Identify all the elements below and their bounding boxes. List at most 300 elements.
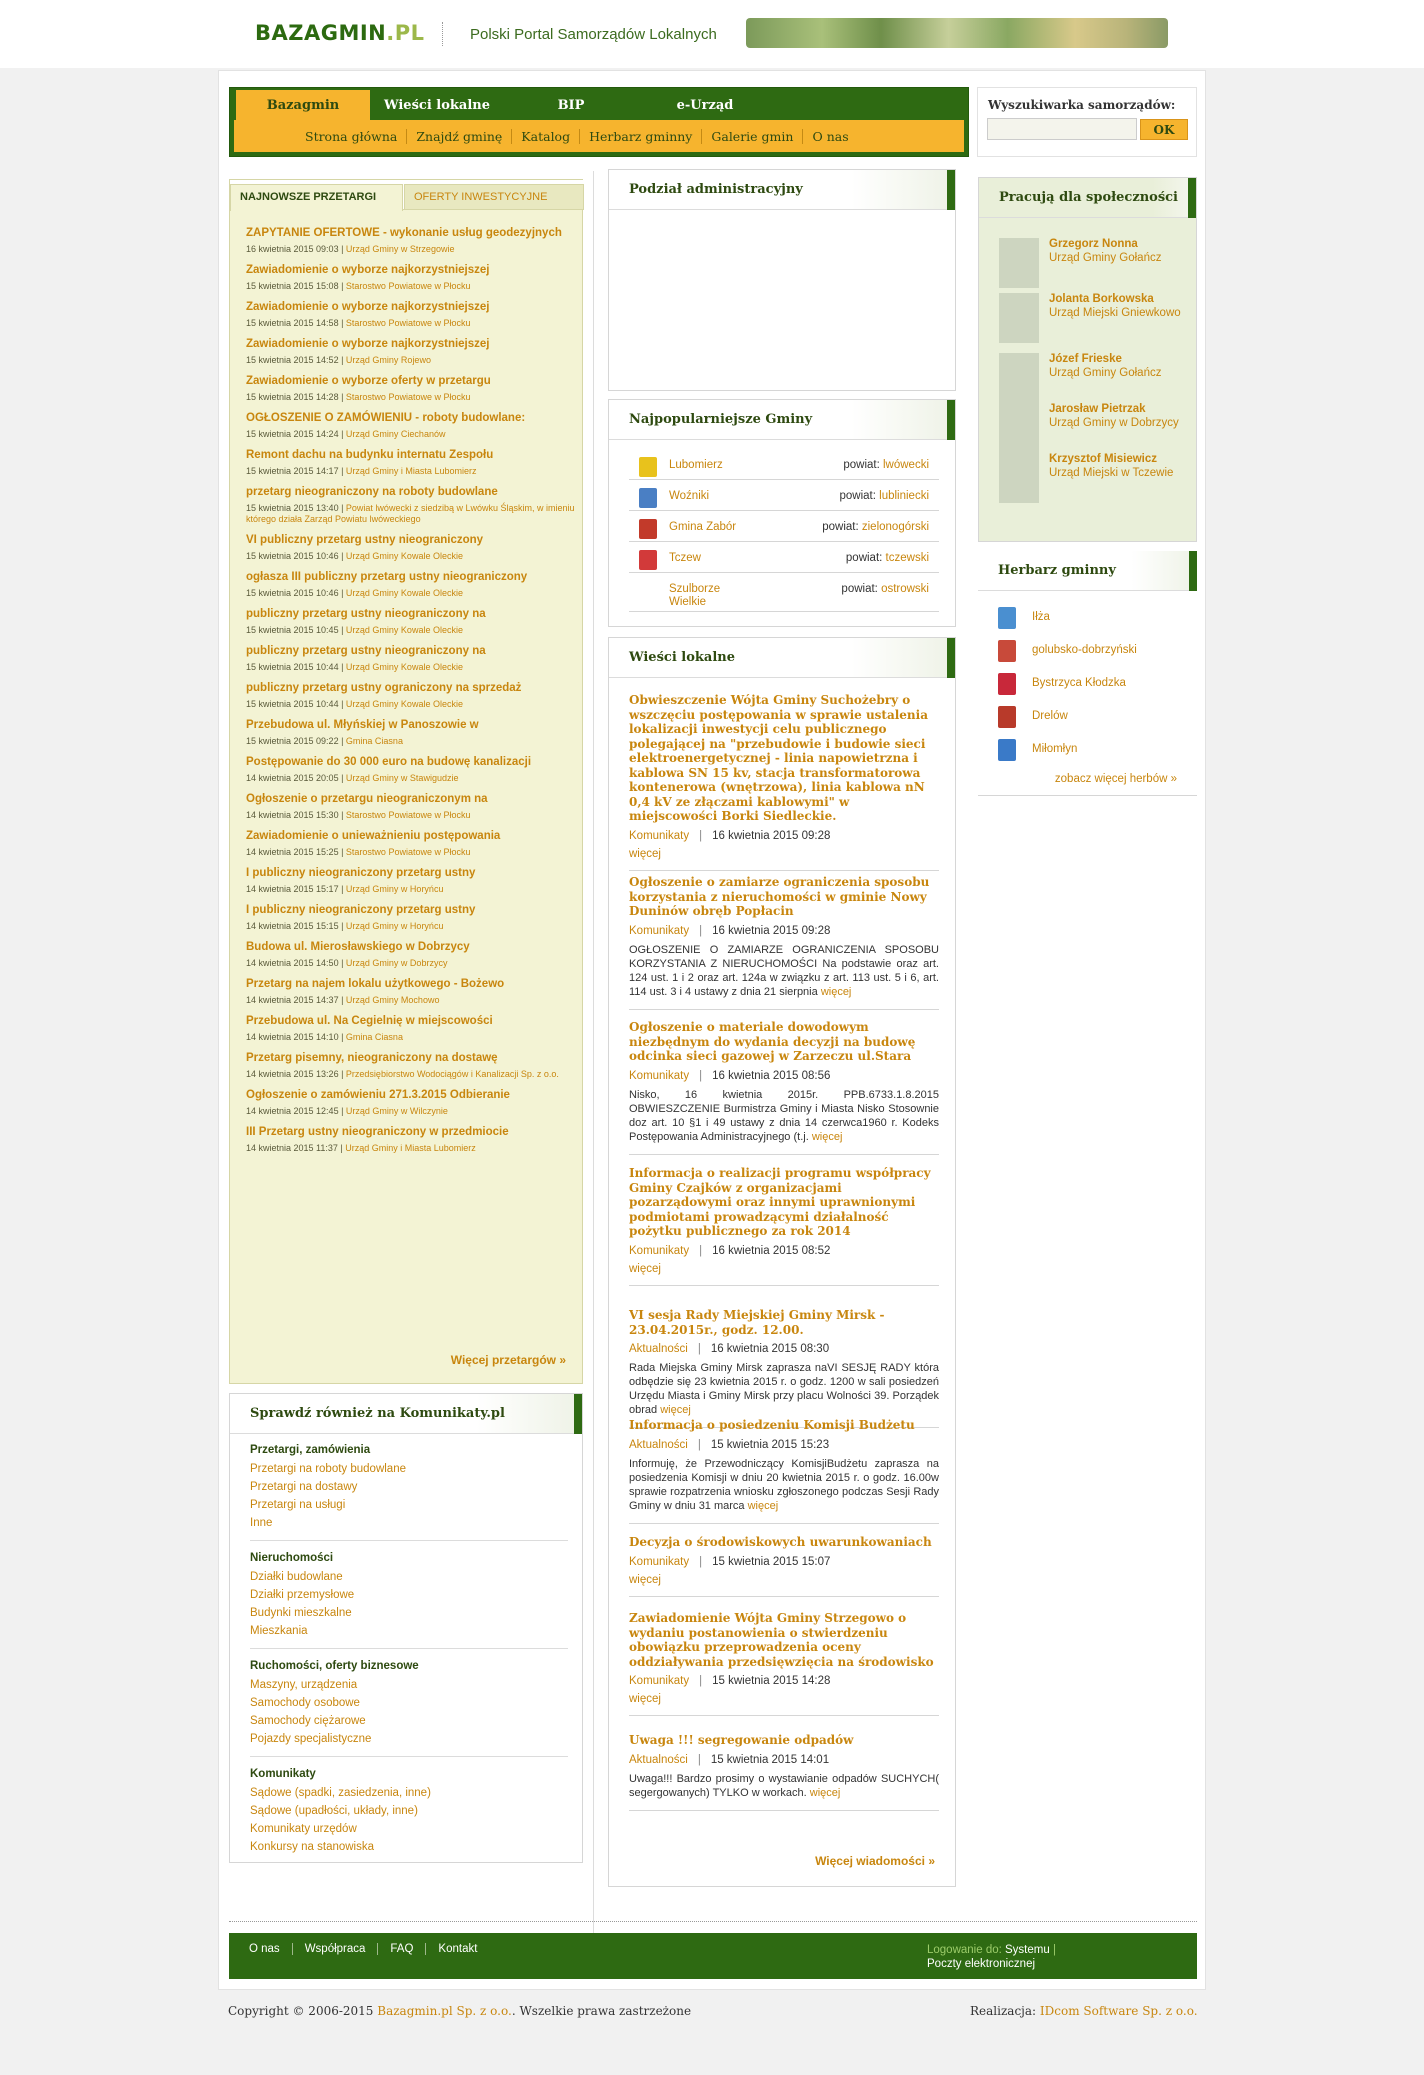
tab-najnowsze-przetargi[interactable]: NAJNOWSZE PRZETARGI [230, 184, 403, 211]
tender-organization[interactable]: Urząd Gminy i Miasta Lubomierz [345, 466, 477, 476]
news-title-link[interactable]: Informacja o realizacji programu współpracy Gminy Czajków z organizacjami pozarządowymi oraz innymi uprawnionymi podmiotami prowadzącymi działalność pożytku publicznego za rok 2014 [629, 1166, 931, 1238]
local-news-box [608, 637, 956, 1887]
tender-item [246, 866, 576, 895]
more-tenders-link[interactable]: Więcej przetargów » [450, 1353, 566, 1367]
tender-organization[interactable]: Gmina Ciasna [345, 1032, 403, 1042]
county-link[interactable]: ostrowski [881, 583, 929, 595]
official-organization: Urząd Miejski Gniewkowo [1049, 307, 1181, 319]
municipality-row [629, 481, 939, 511]
footer-divider [229, 1921, 1197, 1922]
popular-municipalities-box [608, 399, 956, 627]
section-link[interactable]: Sądowe (upadłości, układy, inne) [250, 1805, 418, 1817]
tender-meta: 16 kwietnia 2015 09:03 | Urząd Gminy w Strzegowie [246, 244, 455, 254]
news-meta [629, 924, 939, 938]
news-excerpt-text: Informuję, że Przewodniczący KomisjiBudżetu zaprasza na posiedzenia Komisji w dniu 20 kwietnia 2015 r. o godz. 16.00w sprawie rozpatrzenia wniosku zgłoszonego podczas Sesji Rady Gminy w dniu 31 marca [629, 1457, 939, 1512]
county-label [846, 552, 929, 564]
officials-heading: Pracują dla społeczności [979, 178, 1196, 218]
tender-item [246, 977, 576, 1006]
meta-separator: | [699, 924, 703, 937]
coat-of-arms-link[interactable]: Bystrzyca Kłodzka [1032, 677, 1126, 689]
section-divider [250, 1756, 568, 1757]
news-date: 16 kwietnia 2015 08:52 [712, 1244, 831, 1257]
news-category[interactable]: Komunikaty [629, 829, 690, 842]
section-link[interactable]: Komunikaty urzędów [250, 1823, 357, 1835]
search-button[interactable]: OK [1140, 119, 1188, 140]
tender-item [246, 1125, 576, 1154]
news-title-link[interactable]: Zawiadomienie Wójta Gminy Strzegowo o wydaniu postanowienia o stwierdzeniu obowiązku przeprowadzenia oceny oddziaływania przedsięwzięcia na środowisko [629, 1611, 934, 1669]
municipality-link[interactable]: Woźniki [669, 490, 710, 502]
county-prefix: powiat: [841, 583, 878, 595]
tender-date: 15 kwietnia 2015 10:45 [246, 625, 339, 635]
official-organization: Urząd Gminy w Dobrzycy [1049, 417, 1179, 429]
tender-organization[interactable]: Starostwo Powiatowe w Płocku [345, 847, 471, 857]
tender-item [246, 607, 576, 636]
tender-date: 15 kwietnia 2015 10:44 [246, 662, 339, 672]
official-photo[interactable] [999, 238, 1039, 288]
official-name-link[interactable]: Krzysztof Misiewicz [1049, 453, 1157, 465]
tender-item [246, 792, 576, 821]
news-more-link[interactable]: więcej [629, 847, 661, 860]
news-item [629, 1535, 939, 1597]
municipality-link[interactable]: Gmina Zabór [669, 521, 737, 533]
news-excerpt [629, 1361, 939, 1417]
tender-date: 14 kwietnia 2015 14:37 [246, 995, 339, 1005]
tender-organization[interactable]: Urząd Gminy w Strzegowie [345, 244, 455, 254]
more-news-link[interactable]: Więcej wiadomości » [815, 1854, 935, 1868]
tender-organization[interactable]: Starostwo Powiatowe w Płocku [345, 810, 471, 820]
section-link[interactable]: Przetargi na roboty budowlane [250, 1463, 406, 1475]
submenu-herbarz-gminny[interactable]: Herbarz gminny [580, 129, 702, 144]
site-logo[interactable]: BAZAGMIN.PL [255, 21, 425, 45]
news-date: 15 kwietnia 2015 15:23 [710, 1438, 830, 1451]
news-category[interactable]: Aktualności [629, 1438, 688, 1451]
section-link[interactable]: Konkursy na stanowiska [250, 1841, 375, 1853]
tender-title-link[interactable]: Przebudowa ul. Młyńskiej w Panoszowie w [246, 719, 479, 731]
tender-date: 15 kwietnia 2015 13:40 [246, 503, 339, 513]
tender-item [246, 829, 576, 858]
news-more-link[interactable]: więcej [811, 1130, 843, 1143]
tender-title-link[interactable]: I publiczny nieograniczony przetarg ustny [246, 904, 476, 916]
municipality-row [629, 574, 939, 612]
submenu-o-nas[interactable]: O nas [812, 128, 849, 144]
coat-of-arms-item [998, 673, 1188, 697]
tender-title-link[interactable]: Ogłoszenie o zamówieniu 271.3.2015 Odbieranie [246, 1089, 510, 1101]
tender-item [246, 718, 576, 747]
municipality-link[interactable]: Szulborze Wielkie [669, 583, 721, 608]
news-category[interactable]: Komunikaty [629, 1069, 690, 1082]
tender-organization[interactable]: Starostwo Powiatowe w Płocku [345, 318, 471, 328]
news-meta [629, 829, 939, 843]
coat-of-arms-icon [998, 607, 1016, 629]
top-header [0, 0, 1424, 68]
tender-item [246, 681, 576, 710]
municipality-row [629, 512, 939, 542]
tender-organization[interactable]: Urząd Gminy Kowale Oleckie [345, 662, 463, 672]
administrative-division-heading: Podział administracyjny [609, 170, 955, 210]
county-link[interactable]: tczewski [885, 552, 929, 564]
komunikaty-heading: Sprawdź również na Komunikaty.pl [230, 1394, 582, 1434]
tender-meta: 15 kwietnia 2015 14:28 | Starostwo Powiatowe w Płocku [246, 392, 471, 402]
meta-separator: | [699, 1675, 703, 1687]
coat-of-arms-icon [639, 550, 657, 570]
section-title: Komunikaty [250, 1768, 316, 1780]
coat-of-arms-link[interactable]: Iłża [1032, 611, 1050, 623]
municipality-link[interactable]: Tczew [669, 552, 701, 564]
county-link[interactable]: lwówecki [882, 459, 929, 471]
nav-tabs [236, 90, 772, 124]
news-item [629, 1166, 939, 1286]
tender-item [246, 263, 576, 292]
news-title-link[interactable]: Obwieszczenie Wójta Gminy Suchożebry o wszczęciu postępowania w sprawie ustalenia lokalizacji inwestycji celu publicznego polegającej na "przebudowie i budowie sieci elektroenergetycznej - linia napowietrzna i kablowa SN 15 kv, stacja transformatorowa kontenerowa (wnętrzowa), linia kablowa nN 0,4 kV ze złączami kablowymi" w miejscowości Borki Siedleckie. [629, 693, 928, 823]
tender-title-link[interactable]: publiczny przetarg ustny nieograniczony na [246, 608, 486, 620]
tender-organization[interactable]: Urząd Gminy i Miasta Lubomierz [345, 1143, 476, 1153]
main-nav [229, 87, 969, 157]
coat-of-arms-item [998, 607, 1188, 631]
tender-organization[interactable]: Urząd Gminy w Horyńcu [345, 884, 444, 894]
news-item [629, 1611, 939, 1716]
footer-links [249, 1943, 489, 1955]
tender-title-link[interactable]: ZAPYTANIE OFERTOWE - wykonanie usług geodezyjnych [246, 227, 562, 239]
site-tagline: Polski Portal Samorządów Lokalnych [470, 26, 717, 43]
tender-item [246, 1014, 576, 1043]
county-label [840, 490, 930, 502]
tender-title-link[interactable]: Postępowanie do 30 000 euro na budowę kanalizacji [246, 756, 532, 768]
county-prefix: powiat: [843, 459, 880, 471]
section-title: Ruchomości, oferty biznesowe [250, 1660, 419, 1672]
county-prefix: powiat: [845, 552, 883, 564]
more-coats-link[interactable]: zobacz więcej herbów » [1054, 773, 1177, 785]
news-more-link[interactable]: więcej [809, 1786, 841, 1799]
tender-organization[interactable]: Gmina Ciasna [345, 736, 403, 746]
tender-meta: 15 kwietnia 2015 10:46 | Urząd Gminy Kowale Oleckie [246, 551, 463, 561]
section-link[interactable]: Samochody ciężarowe [250, 1715, 366, 1727]
submenu-strona-glowna[interactable]: Strona główna [296, 129, 407, 144]
coat-of-arms-link[interactable]: Drelów [1032, 710, 1068, 722]
tender-organization[interactable]: Urząd Gminy Kowale Oleckie [345, 625, 463, 635]
tender-organization[interactable]: Urząd Gminy Kowale Oleckie [345, 699, 463, 709]
tender-meta: 14 kwietnia 2015 14:37 | Urząd Gminy Mochowo [246, 995, 440, 1005]
coat-of-arms-link[interactable]: Miłomłyn [1032, 743, 1078, 755]
komunikaty-section [250, 1444, 568, 1532]
tender-title-link[interactable]: Zawiadomienie o wyborze najkorzystniejszej [246, 301, 490, 313]
coat-of-arms-item [998, 640, 1188, 664]
tender-item [246, 300, 576, 329]
tab-e-urzad[interactable]: e-Urząd [676, 98, 734, 113]
tender-organization[interactable]: Urząd Gminy Ciechanów [345, 429, 446, 439]
county-label [843, 459, 929, 471]
news-more-link[interactable]: więcej [820, 985, 852, 998]
tender-date: 15 kwietnia 2015 15:08 [246, 281, 339, 291]
tender-organization[interactable]: Urząd Gminy Kowale Oleckie [345, 588, 463, 598]
news-date: 15 kwietnia 2015 14:01 [710, 1753, 830, 1766]
news-date: 16 kwietnia 2015 09:28 [712, 924, 831, 937]
county-prefix: powiat: [839, 490, 876, 502]
tender-title-link[interactable]: III Przetarg ustny nieograniczony w przedmiocie [246, 1126, 509, 1138]
section-link[interactable]: Przetargi na dostawy [250, 1481, 358, 1493]
tender-meta: 15 kwietnia 2015 14:24 | Urząd Gminy Ciechanów [246, 429, 446, 439]
submenu-znajdz-gmine[interactable]: Znajdź gminę [407, 129, 512, 144]
tender-organization[interactable]: Urząd Gminy Mochowo [345, 995, 440, 1005]
news-item [629, 1418, 939, 1524]
tender-meta: 14 kwietnia 2015 13:26 | Przedsiębiorstwo Wodociągów i Kanalizacji Sp. z o.o. [246, 1069, 559, 1079]
news-meta [629, 1342, 939, 1356]
tender-organization[interactable]: Urząd Gminy Rojewo [345, 355, 431, 365]
komunikaty-section [250, 1768, 568, 1856]
tab-bip[interactable]: BIP [557, 98, 585, 113]
county-link[interactable]: zielonogórski [861, 521, 929, 533]
section-link[interactable]: Działki przemysłowe [250, 1589, 355, 1601]
tender-organization[interactable]: Urząd Gminy w Wilczynie [345, 1106, 448, 1116]
search-label: Wyszukiwarka samorządów: [988, 98, 1176, 112]
copyright-company-link[interactable]: Bazagmin.pl Sp. z o.o. [377, 2004, 512, 2018]
realization-credit: Realizacja: IDcom Software Sp. z o.o. [970, 2004, 1198, 2018]
tender-organization[interactable]: Powiat lwówecki z siedzibą w Lwówku Śląskim, w imieniu którego działa Zarząd Powiatu lwóweckiego [246, 503, 575, 524]
tender-title-link[interactable]: I publiczny nieograniczony przetarg ustny [246, 867, 476, 879]
coat-of-arms-icon [998, 706, 1016, 728]
news-more-link[interactable]: więcej [660, 1404, 691, 1416]
tender-meta: 15 kwietnia 2015 09:22 | Gmina Ciasna [246, 736, 403, 746]
tender-item [246, 755, 576, 784]
tender-date: 15 kwietnia 2015 14:58 [246, 318, 339, 328]
header-divider [442, 22, 443, 46]
tender-meta: 14 kwietnia 2015 15:17 | Urząd Gminy w Horyńcu [246, 884, 444, 894]
tender-item [246, 903, 576, 932]
meta-separator: | [699, 1555, 703, 1568]
tender-title-link[interactable]: Przetarg na najem lokalu użytkowego - Bożewo [246, 978, 505, 990]
tender-date: 14 kwietnia 2015 14:50 [246, 958, 339, 968]
meta-separator: | [697, 1753, 701, 1766]
tab-bazagmin[interactable]: Bazagmin [236, 90, 370, 124]
municipality-row [629, 450, 939, 480]
footer-link-faq[interactable]: FAQ [378, 1943, 426, 1955]
news-category[interactable]: Aktualności [629, 1343, 688, 1355]
login-label: Logowanie do: [927, 1944, 1002, 1956]
news-item [629, 1733, 939, 1811]
official-name-link[interactable]: Jolanta Borkowska [1049, 293, 1154, 305]
section-link[interactable]: Maszyny, urządzenia [250, 1679, 358, 1691]
tender-date: 15 kwietnia 2015 14:28 [246, 392, 339, 402]
news-more-link[interactable]: więcej [629, 1573, 661, 1586]
login-mail-link[interactable]: Poczty elektronicznej [927, 1958, 1036, 1970]
officials-box [978, 177, 1197, 542]
section-link[interactable]: Sądowe (spadki, zasiedzenia, inne) [250, 1787, 431, 1799]
section-divider [250, 1540, 568, 1541]
tender-item [246, 644, 576, 673]
tender-organization[interactable]: Urząd Gminy Kowale Oleckie [345, 551, 463, 561]
news-category[interactable]: Komunikaty [629, 1244, 690, 1257]
tender-organization[interactable]: Urząd Gminy w Stawigudzie [345, 773, 459, 783]
tenders-tabs [230, 180, 584, 210]
tender-title-link[interactable]: Zawiadomienie o unieważnieniu postępowania [246, 830, 501, 842]
meta-separator: | [697, 1343, 701, 1355]
coat-of-arms-item [998, 706, 1188, 730]
komunikaty-section [250, 1660, 568, 1748]
news-more-link[interactable]: więcej [629, 1262, 661, 1275]
county-prefix: powiat: [822, 521, 859, 533]
municipality-link[interactable]: Lubomierz [669, 459, 723, 471]
tender-meta: 14 kwietnia 2015 14:50 | Urząd Gminy w Dobrzycy [246, 958, 448, 968]
coat-of-arms-icon [639, 457, 657, 477]
news-title-link[interactable]: Uwaga !!! segregowanie odpadów [629, 1733, 854, 1747]
tender-date: 14 kwietnia 2015 20:05 [246, 773, 339, 783]
tender-meta: 14 kwietnia 2015 20:05 | Urząd Gminy w Stawigudzie [246, 773, 459, 783]
tender-title-link[interactable]: publiczny przetarg ustny nieograniczony na [246, 645, 486, 657]
news-category[interactable]: Komunikaty [629, 924, 690, 937]
coat-of-arms-item [998, 739, 1188, 763]
tender-organization[interactable]: Urząd Gminy w Dobrzycy [345, 958, 448, 968]
tender-organization[interactable]: Starostwo Powiatowe w Płocku [345, 281, 471, 291]
tender-organization[interactable]: Starostwo Powiatowe w Płocku [345, 392, 471, 402]
official-photo[interactable] [999, 403, 1039, 453]
section-link[interactable]: Budynki mieszkalne [250, 1607, 352, 1619]
submenu-katalog[interactable]: Katalog [512, 129, 580, 144]
section-link[interactable]: Działki budowlane [250, 1571, 343, 1583]
tender-title-link[interactable]: VI publiczny przetarg ustny nieograniczony [246, 534, 484, 546]
footer-link-kontakt[interactable]: Kontakt [438, 1943, 478, 1955]
official-photo[interactable] [999, 453, 1039, 503]
news-title-link[interactable]: Ogłoszenie o materiale dowodowym niezbędnym do wydania decyzji na budowę odcinka sieci gazowej w Zarzeczu ul.Stara [629, 1020, 916, 1063]
tender-meta: 15 kwietnia 2015 13:40 | Powiat lwówecki z siedzibą w Lwówku Śląskim, w imieniu którego działa Zarząd Powiatu lwóweckiego [246, 503, 575, 524]
tender-item [246, 485, 576, 525]
tender-date: 15 kwietnia 2015 10:46 [246, 551, 339, 561]
news-item [629, 1020, 939, 1155]
tender-date: 14 kwietnia 2015 15:15 [246, 921, 339, 931]
news-meta [629, 1674, 939, 1688]
tender-title-link[interactable]: Remont dachu na budynku internatu Zespołu [246, 449, 494, 461]
news-title-link[interactable]: Decyzja o środowiskowych uwarunkowaniach [629, 1535, 932, 1549]
tender-meta: 15 kwietnia 2015 10:44 | Urząd Gminy Kowale Oleckie [246, 699, 463, 709]
news-excerpt [629, 943, 939, 999]
tender-item [246, 940, 576, 969]
news-excerpt [629, 1088, 939, 1144]
section-link[interactable]: Samochody osobowe [250, 1697, 360, 1709]
tender-item [246, 1088, 576, 1117]
official-organization: Urząd Gminy Gołańcz [1049, 252, 1162, 264]
coat-of-arms-link[interactable]: golubsko-dobrzyński [1032, 644, 1137, 656]
news-title-link[interactable]: VI sesja Rady Miejskiej Gminy Mirsk - 23.04.2015r., godz. 12.00. [629, 1308, 885, 1337]
local-news-heading: Wieści lokalne [609, 638, 955, 678]
news-date: 15 kwietnia 2015 15:07 [712, 1555, 831, 1568]
page-frame [218, 70, 1206, 1990]
komunikaty-section [250, 1552, 568, 1640]
tender-date: 14 kwietnia 2015 15:30 [246, 810, 339, 820]
news-meta [629, 1438, 939, 1452]
section-divider [250, 1648, 568, 1649]
tab-oferty-inwestycyjne[interactable]: OFERTY INWESTYCYJNE [404, 184, 584, 210]
official-name-link[interactable]: Grzegorz Nonna [1049, 238, 1138, 250]
official-organization: Urząd Gminy Gołańcz [1049, 367, 1162, 379]
news-more-link[interactable]: więcej [629, 1693, 661, 1705]
realization-company-link[interactable]: IDcom Software Sp. z o.o. [1039, 2004, 1198, 2018]
coat-of-arms-box [978, 551, 1197, 796]
footer-link-o-nas[interactable]: O nas [249, 1943, 293, 1955]
news-category[interactable]: Komunikaty [629, 1675, 690, 1687]
coat-of-arms-icon [998, 673, 1016, 695]
tab-wiesci-lokalne[interactable]: Wieści lokalne [384, 98, 490, 113]
meta-separator: | [699, 1069, 703, 1082]
section-title: Przetargi, zamówienia [250, 1444, 371, 1456]
section-link[interactable]: Pojazdy specjalistyczne [250, 1733, 372, 1745]
official-name-link[interactable]: Józef Frieske [1049, 353, 1122, 365]
tender-title-link[interactable]: Przebudowa ul. Na Cegielnię w miejscowości [246, 1015, 493, 1027]
news-excerpt [629, 1457, 939, 1513]
tender-organization[interactable]: Urząd Gminy w Horyńcu [345, 921, 444, 931]
tender-meta: 15 kwietnia 2015 14:58 | Starostwo Powiatowe w Płocku [246, 318, 471, 328]
tender-organization[interactable]: Przedsiębiorstwo Wodociągów i Kanalizacji Sp. z o.o. [345, 1069, 559, 1079]
meta-separator: | [697, 1438, 701, 1451]
tender-title-link[interactable]: ogłasza III publiczny przetarg ustny nieograniczony [246, 571, 528, 583]
official-photo[interactable] [999, 293, 1039, 343]
county-label [822, 521, 929, 533]
tender-date: 14 kwietnia 2015 12:45 [246, 1106, 339, 1116]
tender-title-link[interactable]: Zawiadomienie o wyborze najkorzystniejszej [246, 338, 490, 350]
submenu-galerie-gmin[interactable]: Galerie gmin [702, 129, 803, 144]
tender-item [246, 337, 576, 366]
tender-date: 14 kwietnia 2015 13:26 [246, 1069, 339, 1079]
tender-item [246, 533, 576, 562]
news-category[interactable]: Komunikaty [629, 1555, 690, 1568]
official-organization: Urząd Miejski w Tczewie [1049, 467, 1174, 479]
footer-bar [229, 1933, 1197, 1979]
news-title-link[interactable]: Ogłoszenie o zamiarze ograniczenia sposobu korzystania z nieruchomości w gminie Nowy Duninów obręb Popłacin [629, 875, 930, 918]
tender-title-link[interactable]: OGŁOSZENIE O ZAMÓWIENIU - roboty budowlane: [246, 412, 526, 424]
county-label [841, 583, 929, 595]
copyright: Copyright © 2006-2015 Bazagmin.pl Sp. z o.o.. Wszelkie prawa zastrzeżone [228, 2004, 692, 2018]
search-input[interactable] [987, 118, 1137, 140]
official-name-link[interactable]: Jarosław Pietrzak [1049, 403, 1146, 415]
news-category[interactable]: Aktualności [629, 1753, 688, 1766]
official-photo[interactable] [999, 353, 1039, 403]
news-excerpt [629, 1772, 939, 1800]
tender-meta: 14 kwietnia 2015 14:10 | Gmina Ciasna [246, 1032, 403, 1042]
tender-meta: 15 kwietnia 2015 10:46 | Urząd Gminy Kowale Oleckie [246, 588, 463, 598]
section-link[interactable]: Inne [250, 1517, 273, 1529]
coat-of-arms-icon [998, 640, 1016, 662]
news-date: 16 kwietnia 2015 08:56 [712, 1069, 831, 1082]
tender-item [246, 448, 576, 477]
news-excerpt-text: OGŁOSZENIE O ZAMIARZE OGRANICZENIA SPOSOBU KORZYSTANIA Z NIERUCHOMOŚCI Na podstawie oraz art. 124 ust. 1 i 2 oraz art. 124a w związku z art. 113 ust. 5 i 6, art. 114 ust. 3 i 4 ustawy z dnia 21 sierpnia [629, 943, 939, 998]
tender-title-link[interactable]: Zawiadomienie o wyborze oferty w przetargu [246, 375, 491, 387]
tender-title-link[interactable]: Przetarg pisemny, nieograniczony na dostawę [246, 1052, 498, 1064]
tender-date: 15 kwietnia 2015 14:52 [246, 355, 339, 365]
tender-title-link[interactable]: Zawiadomienie o wyborze najkorzystniejszej [246, 264, 490, 276]
county-link[interactable]: lubliniecki [879, 490, 929, 502]
tender-meta: 15 kwietnia 2015 14:17 | Urząd Gminy i Miasta Lubomierz [246, 466, 477, 476]
tender-item [246, 1051, 576, 1080]
section-link[interactable]: Mieszkania [250, 1625, 308, 1637]
news-date: 16 kwietnia 2015 09:28 [712, 829, 831, 842]
login-system-link[interactable]: Systemu [1005, 1944, 1050, 1956]
news-more-link[interactable]: więcej [747, 1499, 779, 1512]
header-banner-image [746, 18, 1168, 48]
tender-title-link[interactable]: publiczny przetarg ustny ograniczony na sprzedaż [246, 682, 522, 694]
news-date: 15 kwietnia 2015 14:28 [712, 1675, 831, 1687]
section-link[interactable]: Przetargi na usługi [250, 1499, 346, 1511]
tender-date: 15 kwietnia 2015 09:22 [246, 736, 339, 746]
tender-title-link[interactable]: przetarg nieograniczony na roboty budowlane [246, 486, 498, 498]
tender-meta: 14 kwietnia 2015 15:30 | Starostwo Powiatowe w Płocku [246, 810, 471, 820]
tender-title-link[interactable]: Ogłoszenie o przetargu nieograniczonym na [246, 793, 488, 805]
news-title-link[interactable]: Informacja o posiedzeniu Komisji Budżetu [629, 1418, 915, 1432]
news-excerpt-text: Nisko, 16 kwietnia 2015r. PPB.6733.1.8.2015 OBWIESZCZENIE Burmistrza Gminy i Miasta Nisko Stosownie doz art. 10 §1 i 49 ustawy z dnia 14 czerwca1960 r. Kodeks Postępowania Administracyjnego (t.j. [629, 1088, 939, 1143]
news-meta [629, 1069, 939, 1083]
tenders-list [246, 226, 576, 1162]
coat-of-arms-heading: Herbarz gminny [978, 551, 1197, 591]
tender-item [246, 374, 576, 403]
news-item [629, 875, 939, 1010]
footer-link-wspolpraca[interactable]: Współpraca [293, 1943, 379, 1955]
tender-title-link[interactable]: Budowa ul. Mierosławskiego w Dobrzycy [246, 941, 470, 953]
